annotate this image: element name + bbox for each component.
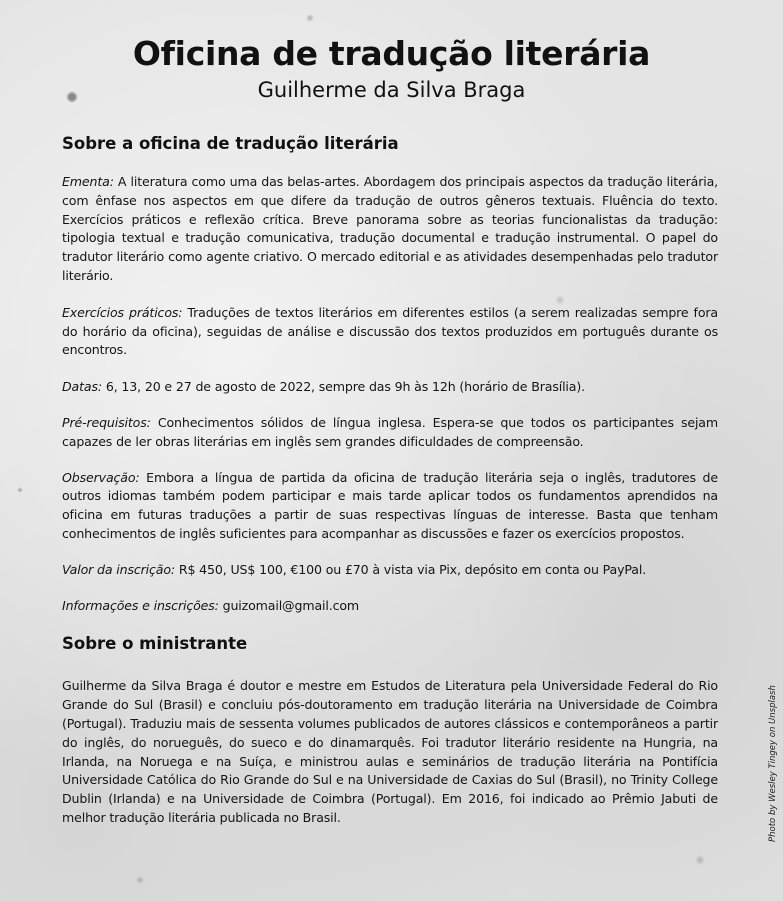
prereq-text: Conhecimentos sólidos de língua inglesa. Espera-se que todos os participantes sejam capazes de ler obras literárias em inglês sem grandes dificuldades de compreensão. (62, 414, 718, 449)
ementa-paragraph (62, 173, 718, 286)
exercicios-text: Traduções de textos literários em diferentes estilos (a serem realizadas sempre fora do horário da oficina), seguidas de análise e discussão dos textos produzidos em português durante os encontros. (62, 304, 718, 358)
contact-email[interactable]: guizomail@gmail.com (222, 597, 360, 613)
main-content (62, 134, 718, 828)
datas-paragraph (62, 378, 718, 397)
ementa-text: A literatura como uma das belas-artes. Abordagem dos principais aspectos da tradução literária, com ênfase nos aspectos em que difere da tradução de outros gêneros textuais. Fluência do texto. Exercícios práticos e reflexão crítica. Breve panorama sobre as teorias funcionalistas da tradução: tipologia textual e tradução comunicativa, tradução documental e tradução instrumental. O papel do tradutor literário como agente criativo. O mercado editorial e as atividades desempenhadas pelo tradutor literário. (62, 174, 718, 283)
prereq-label: Pré-requisitos: (62, 414, 151, 430)
obs-label: Observação: (62, 469, 140, 485)
info-label: Informações e inscrições: (62, 597, 219, 613)
instructor-bio: Guilherme da Silva Braga é doutor e mestre em Estudos de Literatura pela Universidade Federal do Rio Grande do Sul (Brasil) e concluiu pós-doutoramento em tradução literária na Universidade de Coimbra (Portugal). Traduziu mais de sessenta volumes publicados de autores clássicos e contemporâneos a partir do inglês, do norueguês, do sueco e do dinamarquês. Foi tradutor literário residente na Hungria, na Irlanda, na Noruega e na Suíça, e ministrou aulas e seminários de tradução literária na Pontifícia Universidade Católica do Rio Grande do Sul e na Universidade de Caxias do Sul (Brasil), no Trinity College Dublin (Irlanda) e na Universidade de Coimbra (Portugal). Em 2016, foi indicado ao Prêmio Jabuti de melhor tradução literária publicada no Brasil. (62, 678, 718, 825)
exercicios-label: Exercícios práticos: (62, 304, 183, 320)
workshop-heading: Sobre a oficina de tradução literária (62, 134, 399, 153)
obs-text: Embora a língua de partida da oficina de tradução literária seja o inglês, tradutores de outros idiomas também podem participar e mais tarde aplicar todos os fundamentos aprendidos na oficina em futuras traduções a partir de suas respectivas línguas de interesse. Basta que tenham conhecimentos de inglês suficientes para acompanhar as discussões e fazer os exercícios propostos. (62, 469, 718, 541)
datas-text: 6, 13, 20 e 27 de agosto de 2022, sempre das 9h às 12h (horário de Brasília). (101, 379, 585, 395)
obs-paragraph (62, 469, 718, 544)
datas-label: Datas: (62, 379, 102, 395)
valor-label: Valor da inscrição: (62, 561, 176, 577)
instructor-heading: Sobre o ministrante (62, 634, 248, 654)
info-paragraph (62, 597, 718, 616)
page-title: Oficina de tradução literária (132, 34, 651, 73)
prereq-paragraph (62, 414, 718, 452)
valor-paragraph (62, 561, 718, 580)
page-subtitle: Guilherme da Silva Braga (257, 78, 526, 102)
ementa-label: Ementa: (62, 174, 114, 189)
valor-text: R$ 450, US$ 100, €100 ou £70 à vista via Pix, depósito em conta ou PayPal. (175, 561, 647, 577)
photo-credit: Photo by Wesley Tingey on Unsplash (768, 685, 778, 842)
exercicios-paragraph (62, 304, 718, 360)
